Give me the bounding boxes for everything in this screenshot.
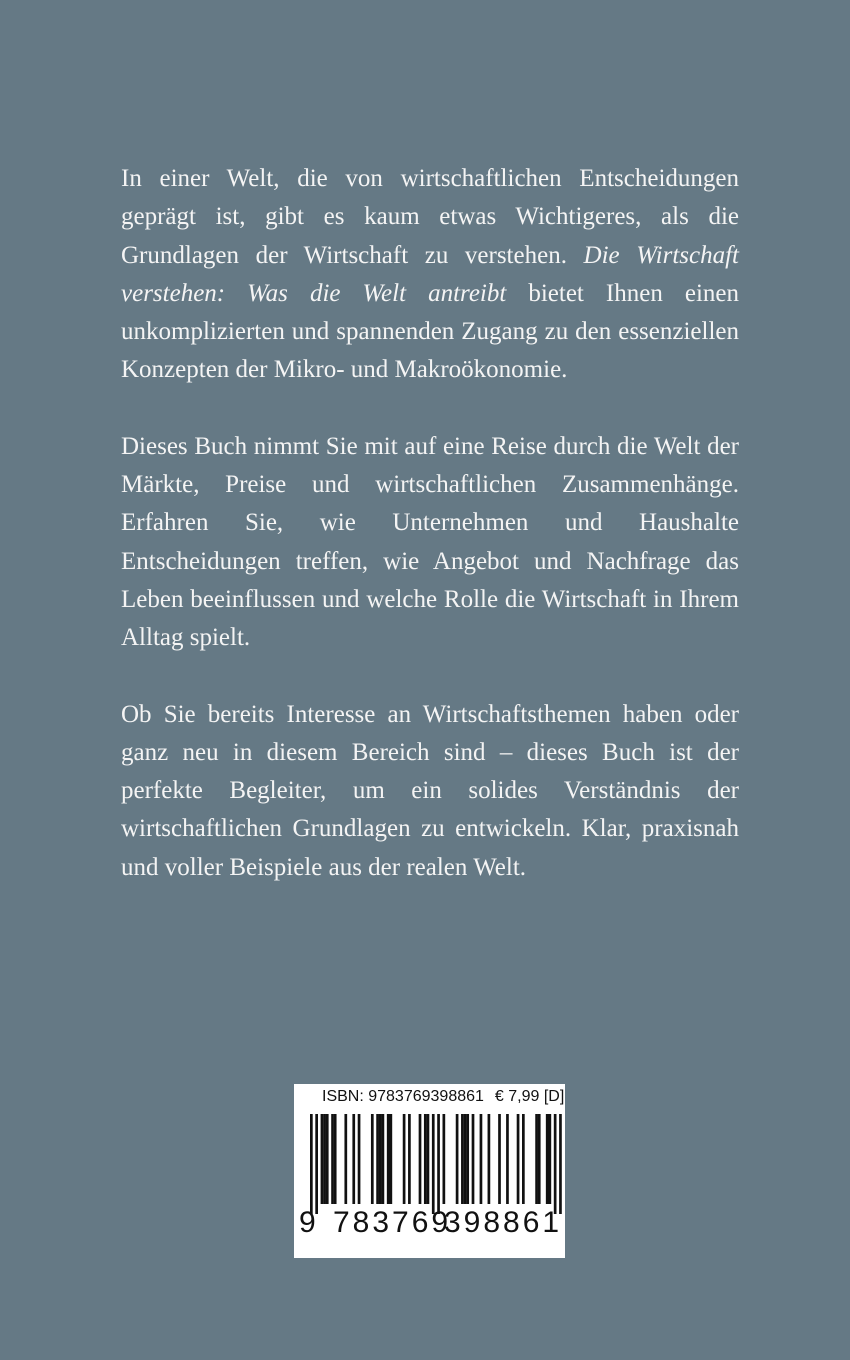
price-label: € 7,99 [D] [494,1088,565,1105]
barcode-bar [408,1114,411,1204]
barcode-guard-bar [559,1114,562,1214]
barcode-bar [546,1114,549,1204]
barcode-bar [456,1114,459,1204]
blurb-paragraph-2: Dieses Buch nimmt Sie mit auf eine Reise durch die Welt der Märkte, Preise und wirtschaftlichen Zusammenhänge. Erfahren Sie, wie Unternehmen und Haushalte Entscheidungen treffen, wie Angebot und Nachfrage das Leben beeinflussen und welche Rolle die Wirtschaft in Ihrem Alltag spielt. [121,432,739,652]
barcode-bar [419,1114,422,1204]
barcode-right-digits: 398861 [444,1206,563,1239]
barcode-bar [382,1114,385,1204]
barcode-bar [424,1114,427,1204]
barcode-bar [403,1114,406,1204]
barcode-bar [326,1114,329,1204]
barcode-bar [498,1114,501,1204]
barcode-bar [321,1114,324,1204]
blurb-paragraph-3: Ob Sie bereits Interesse an Wirtschaftsthemen haben oder ganz neu in diesem Bereich sind – dieses Buch ist der perfekte Begleiter, um ein solides Verständnis der wirtschaftlichen Grundlagen zu entwickeln. Klar, praxisnah und voller Beispiele aus der realen Welt. [121,700,739,881]
barcode-bar [358,1114,361,1204]
barcode-bar [538,1114,541,1204]
barcode-lead-digit: 9 [299,1206,316,1239]
barcode-guard-bar [554,1114,557,1214]
barcode-bar [387,1114,390,1204]
barcode-bar [480,1114,483,1204]
barcode-bar [535,1114,538,1204]
barcode-digits [294,1206,565,1246]
blurb-paragraph-1 [121,160,739,390]
barcode-bar [522,1114,525,1204]
barcode-bar [427,1114,430,1204]
barcode-bar [466,1114,469,1204]
barcode-bar [549,1114,552,1204]
blurb-p1-lead: In einer Welt, die von wirtschaftlichen Entscheidungen geprägt ist, gibt es kaum etwas Wichtigeres, als die Grundlagen der Wirtschaft zu verstehen. [121,165,739,269]
barcode-guard-bar [437,1114,440,1214]
barcode-bar [464,1114,467,1204]
barcode-bar [376,1114,379,1204]
barcode-left-digits: 783769 [333,1206,452,1239]
isbn-number: ISBN: 9783769398861 [322,1088,484,1105]
back-cover-blurb [121,160,739,925]
barcode-bar [488,1114,491,1204]
blurb-p1-tail: bietet Ihnen einen unkomplizierten und spannenden Zugang zu den essenziellen Konzepten der Mikro- und Makroökonomie. [121,279,740,384]
barcode-bar [352,1114,355,1204]
barcode-bar [323,1114,326,1204]
barcode-bar [390,1114,393,1204]
barcode-bar [461,1114,464,1204]
barcode-bar [334,1114,337,1204]
book-title-italic: Die Wirtschaft verstehen: Was die Welt antreibt [121,241,739,307]
isbn-barcode-box [294,1084,565,1258]
barcode-bar [472,1114,475,1204]
barcode-guard-bar [310,1114,313,1214]
barcode-bar [517,1114,520,1204]
isbn-label-row [322,1088,564,1106]
barcode-bar [443,1114,446,1204]
barcode-bar [344,1114,347,1204]
barcode-guard-bar [432,1114,435,1214]
barcode-bar [506,1114,509,1204]
ean13-barcode [294,1114,565,1214]
barcode-bar [331,1114,334,1204]
barcode-guard-bar [315,1114,318,1214]
barcode-bar [371,1114,374,1204]
barcode-bar [379,1114,382,1204]
